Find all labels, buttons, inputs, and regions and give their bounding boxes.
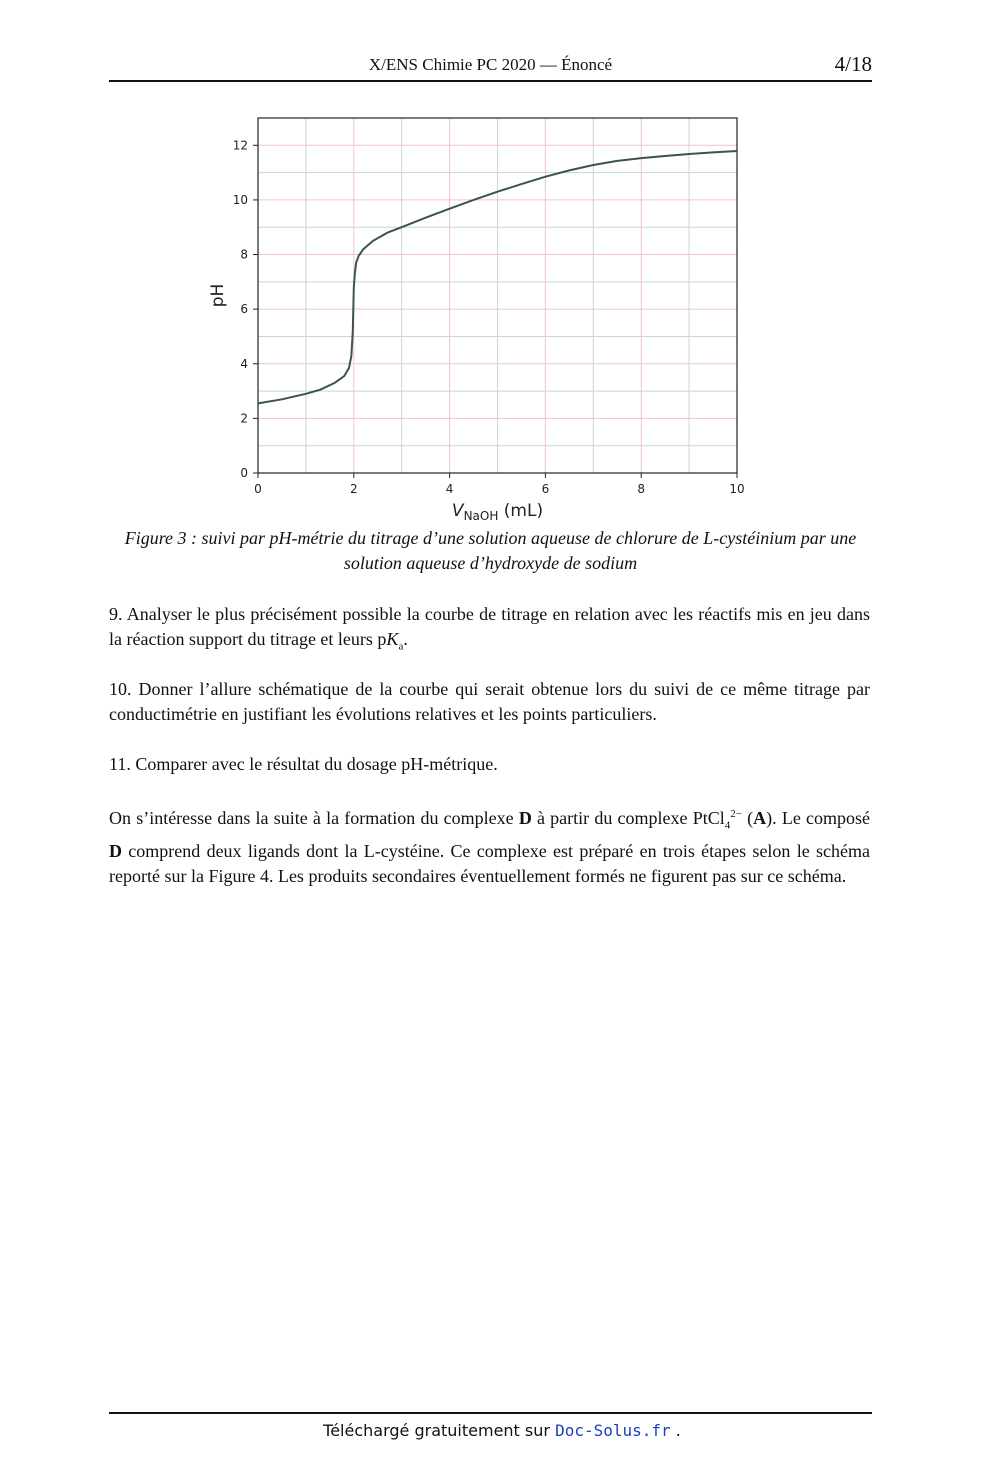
page-footer: Téléchargé gratuitement sur Doc-Solus.fr . bbox=[323, 1421, 681, 1440]
page-header bbox=[109, 52, 872, 82]
footer-rule bbox=[109, 1412, 872, 1414]
question-10: 10. Donner l’allure schématique de la courbe qui serait obtenue lors du suivi de ce même titrage par conductimétrie en justifiant les évolutions relatives et les points particuliers. bbox=[109, 679, 870, 724]
x-tick-label: 2 bbox=[349, 482, 358, 496]
x-tick-label: 8 bbox=[637, 482, 646, 496]
y-tick-label: 4 bbox=[240, 356, 248, 371]
x-tick-label: 0 bbox=[254, 482, 262, 496]
y-axis-label: pH bbox=[208, 283, 228, 308]
page-number: 4/18 bbox=[834, 52, 872, 76]
y-tick-label: 2 bbox=[240, 411, 248, 426]
question-9: 9. Analyser le plus précisément possible la courbe de titrage en relation avec les réactifs mis en jeu dans la réaction support du titrage et leurs $pK_a$. bbox=[109, 604, 870, 653]
x-tick-label: 10 bbox=[729, 482, 745, 496]
y-tick-label: 12 bbox=[232, 138, 248, 153]
intro-paragraph: On s’intéresse dans la suite à la formation du complexe D à partir du complexe PtCl$_4^{2-}$ (A). Le composé D comprend deux ligands dont la L-cystéine. Ce complexe est préparé en trois étapes selon le schéma reporté sur la Figure 4. Les produits secondaires éventuellement formés ne figurent pas sur ce schéma. bbox=[109, 808, 870, 886]
figure-caption: Figure 3 : suivi par pH-métrie du titrage d’une solution aqueuse de chlorure de L-cystéinium par une solution aqueuse d’hydroxyde de sodium bbox=[124, 528, 857, 573]
x-axis-label: $V_{NaOH}$ (mL) bbox=[451, 501, 544, 523]
titration-chart bbox=[196, 108, 756, 523]
question-11: 11. Comparer avec le résultat du dosage pH-métrique. bbox=[109, 754, 498, 774]
header-title: X/ENS Chimie PC 2020 — Énoncé bbox=[368, 55, 613, 74]
y-tick-label: 6 bbox=[240, 302, 248, 317]
x-tick-label: 4 bbox=[445, 482, 454, 496]
y-tick-label: 0 bbox=[240, 466, 248, 480]
doc-solus-link[interactable]: Doc-Solus.fr bbox=[555, 1421, 671, 1440]
y-tick-label: 10 bbox=[232, 192, 248, 207]
y-tick-label: 8 bbox=[240, 247, 248, 262]
x-tick-label: 6 bbox=[541, 482, 550, 496]
